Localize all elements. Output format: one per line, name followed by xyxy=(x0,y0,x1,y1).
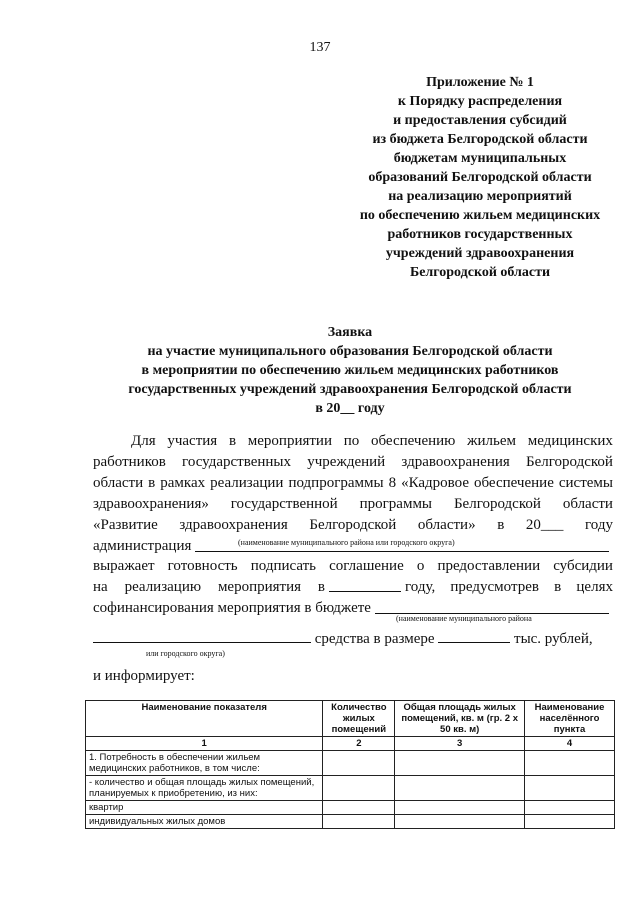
word: мероприятии xyxy=(247,433,332,449)
para1-line3 xyxy=(93,473,613,494)
amount-blank[interactable] xyxy=(438,628,510,643)
appendix-line: по обеспечению жильем медицинских xyxy=(359,208,601,223)
word: мероприятия xyxy=(217,579,302,595)
appendix-line: к Порядку распределения xyxy=(397,94,563,109)
informs-text: и информирует: xyxy=(93,668,195,684)
amount-line xyxy=(93,628,613,650)
table-cell[interactable] xyxy=(525,815,615,829)
budget-label: софинансирования мероприятия в бюджете xyxy=(93,600,371,616)
word: жильем xyxy=(467,433,516,449)
table-cell[interactable] xyxy=(323,801,395,815)
word: Белгородской xyxy=(309,517,397,533)
word: работников xyxy=(93,454,166,470)
table-row xyxy=(86,776,615,801)
word: 8 xyxy=(388,475,397,491)
indicators-table xyxy=(85,700,615,829)
word: подписать xyxy=(250,558,317,574)
word: учреждений xyxy=(307,454,386,470)
word: в xyxy=(317,579,325,595)
header-area: Общая площадь жилых помещений, кв. м (гр. 2 х 50 кв. м) xyxy=(395,701,525,737)
word: 20___ xyxy=(525,517,564,533)
col-number: 3 xyxy=(395,737,525,751)
word: участия xyxy=(167,433,218,449)
appendix-line: учреждений здравоохранения xyxy=(385,246,575,261)
word: здравоохранения xyxy=(401,454,510,470)
word: «Развитие xyxy=(93,517,158,533)
row-label: индивидуальных жилых домов xyxy=(86,815,323,829)
hint-budget: (наименование муниципального района xyxy=(396,614,532,623)
table-cell[interactable] xyxy=(395,815,525,829)
word: Белгородской xyxy=(453,496,541,512)
para2-line1 xyxy=(93,556,613,577)
para2-line2 xyxy=(93,577,613,598)
row-label: - количество и общая площадь жилых помещений, планируемых к приобретению, из них: xyxy=(86,776,323,801)
para1-line5 xyxy=(93,515,613,536)
word: предоставлении xyxy=(437,558,541,574)
word: области xyxy=(93,475,144,491)
page-number: 137 xyxy=(309,40,331,55)
col-number: 4 xyxy=(525,737,615,751)
row-label: 1. Потребность в обеспечении жильем медицинских работников, в том числе: xyxy=(86,751,323,776)
application-title xyxy=(80,323,620,418)
word: рамках xyxy=(160,475,206,491)
table-cell[interactable] xyxy=(395,751,525,776)
word: системы xyxy=(558,475,613,491)
para1-line2 xyxy=(93,452,613,473)
table-row xyxy=(86,815,615,829)
word: в xyxy=(554,579,562,595)
col-number: 1 xyxy=(86,737,323,751)
word: обеспечение xyxy=(474,475,554,491)
appendix-line: образований Белгородской области xyxy=(368,170,592,185)
title-line: в 20__ году xyxy=(315,401,385,416)
table-cell[interactable] xyxy=(525,751,615,776)
amount-unit: тыс. рублей, xyxy=(514,631,593,647)
word: по xyxy=(343,433,360,449)
appendix-line: бюджетам муниципальных xyxy=(393,151,567,166)
budget-continuation-blank[interactable] xyxy=(93,628,311,643)
title-line: на участие муниципального образования Белгородской области xyxy=(147,344,553,359)
table-cell[interactable] xyxy=(323,751,395,776)
appendix-line: из бюджета Белгородской области xyxy=(372,132,588,147)
word: готовность xyxy=(167,558,238,574)
word: соглашение xyxy=(329,558,404,574)
word: государственных xyxy=(182,454,292,470)
header-count: Количество жилых помещений xyxy=(323,701,395,737)
word: реализации xyxy=(210,475,284,491)
word: в xyxy=(228,433,237,449)
table-row xyxy=(86,801,615,815)
title-line: государственных учреждений здравоохранения Белгородской области xyxy=(128,382,572,397)
word: подпрограммы xyxy=(288,475,384,491)
word: обеспечению xyxy=(370,433,456,449)
word: целях xyxy=(576,579,613,595)
word: здравоохранения xyxy=(179,517,288,533)
appendix-line: и предоставления субсидий xyxy=(393,113,567,128)
appendix-line: Белгородской области xyxy=(409,265,551,280)
header-indicator: Наименование показателя xyxy=(86,701,323,737)
para2-line2-b xyxy=(405,577,613,598)
word: реализацию xyxy=(124,579,202,595)
hint-municipality: (наименование муниципального района или городского округа) xyxy=(238,538,455,547)
table-cell[interactable] xyxy=(395,776,525,801)
appendix-heading xyxy=(330,73,630,282)
table-cell[interactable] xyxy=(323,815,395,829)
appendix-line: Приложение № 1 xyxy=(426,75,534,90)
word: выражает xyxy=(93,558,155,574)
word: предусмотрев xyxy=(450,579,539,595)
paragraph-2 xyxy=(93,556,613,619)
para1-line1 xyxy=(93,431,613,452)
word: здравоохранения» xyxy=(93,496,209,512)
word: о xyxy=(416,558,425,574)
para2-line2-a xyxy=(93,577,325,598)
title-line: Заявка xyxy=(327,325,373,340)
word: медицинских xyxy=(527,433,613,449)
appendix-line: работников государственных xyxy=(387,227,573,242)
table-cell[interactable] xyxy=(395,801,525,815)
hint-district: или городского округа) xyxy=(146,649,225,658)
table-cell[interactable] xyxy=(323,776,395,801)
word: Для xyxy=(131,433,156,449)
word: на xyxy=(93,579,108,595)
word: в xyxy=(497,517,505,533)
budget-blank[interactable] xyxy=(375,598,609,614)
word: «Кадровое xyxy=(401,475,469,491)
header-locality: Наименование населённого пункта xyxy=(525,701,615,737)
table-header-row xyxy=(86,701,615,737)
year-blank[interactable] xyxy=(329,577,401,592)
row-label: квартир xyxy=(86,801,323,815)
word: году, xyxy=(405,579,436,595)
amount-label: средства в размере xyxy=(314,631,435,647)
administration-label: администрация xyxy=(93,538,192,554)
col-number: 2 xyxy=(323,737,395,751)
para1-line4 xyxy=(93,494,613,515)
word: субсидии xyxy=(553,558,613,574)
table-cell[interactable] xyxy=(525,801,615,815)
appendix-line: на реализацию мероприятий xyxy=(388,189,572,204)
word: государственной xyxy=(230,496,338,512)
table-number-row xyxy=(86,737,615,751)
word: Белгородской xyxy=(526,454,613,470)
table-row xyxy=(86,751,615,776)
para2-line3 xyxy=(93,598,613,619)
word: программы xyxy=(359,496,433,512)
word: области xyxy=(562,496,613,512)
word: году xyxy=(585,517,613,533)
table-cell[interactable] xyxy=(525,776,615,801)
title-line: в мероприятии по обеспечению жильем медицинских работников xyxy=(141,363,559,378)
word: в xyxy=(148,475,156,491)
word: области» xyxy=(417,517,476,533)
